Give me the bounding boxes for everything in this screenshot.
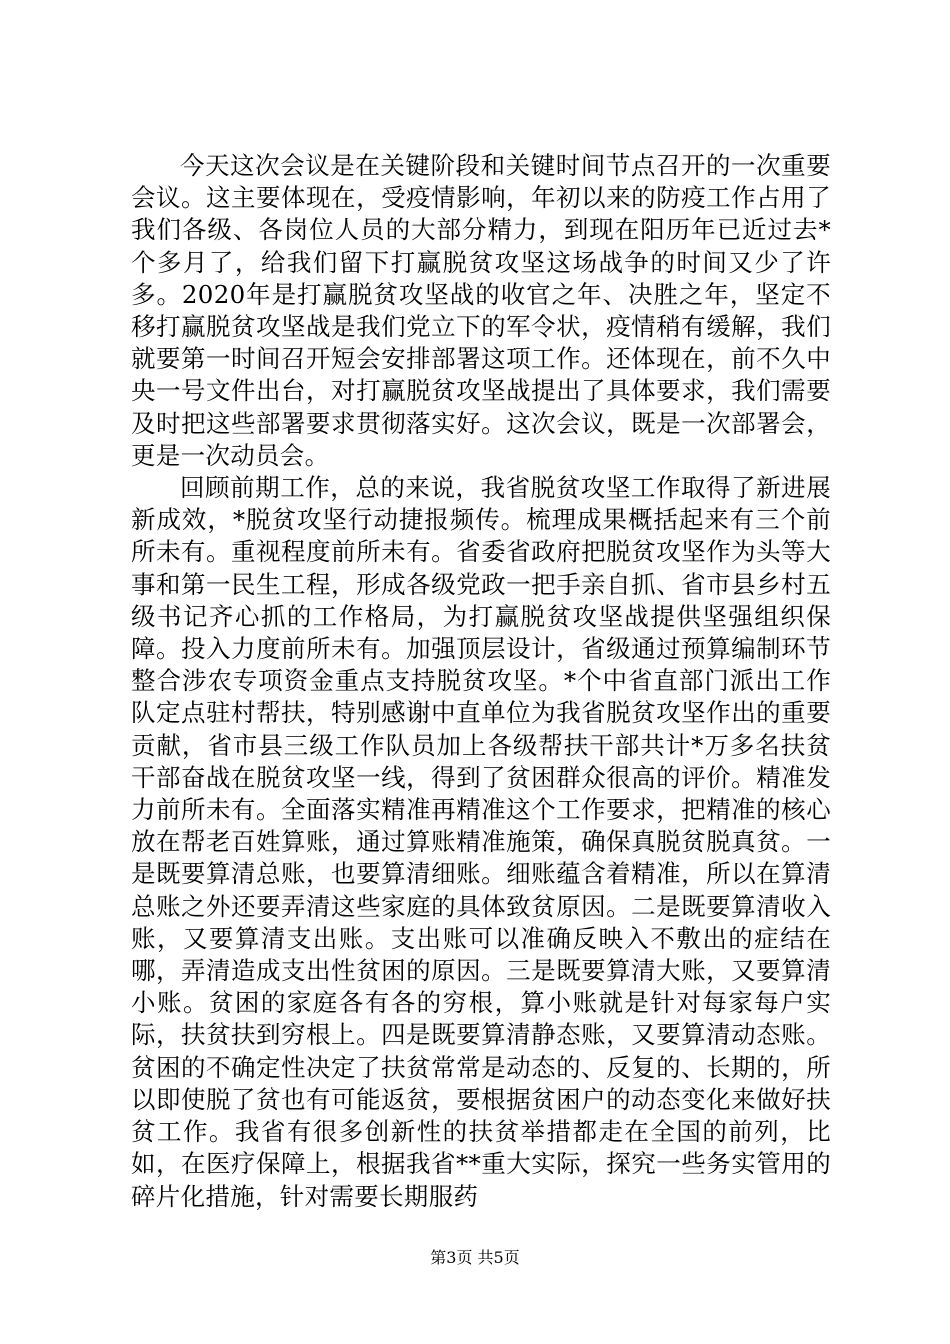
- document-body: [131, 150, 831, 1213]
- page-footer: 第3页 共5页: [430, 1248, 520, 1267]
- paragraph-2: 回顾前期工作，总的来说，我省脱贫攻坚工作取得了新进展新成效，*脱贫攻坚行动捷报频传。梳理成果概括起来有三个前所未有。重视程度前所未有。省委省政府把脱贫攻坚作为头等大事和第一民生工程，形成各级党政一把手亲自抓、省市县乡村五级书记齐心抓的工作格局，为打赢脱贫攻坚战提供坚强组织保障。投入力度前所未有。加强顶层设计，省级通过预算编制环节整合涉农专项资金重点支持脱贫攻坚。*个中省直部门派出工作队定点驻村帮扶，特别感谢中直单位为我省脱贫攻坚作出的重要贡献，省市县三级工作队员加上各级帮扶干部共计*万多名扶贫干部奋战在脱贫攻坚一线，得到了贫困群众很高的评价。精准发力前所未有。全面落实精准再精准这个工作要求，把精准的核心放在帮老百姓算账，通过算账精准施策，确保真脱贫脱真贫。一是既要算清总账，也要算清细账。细账蕴含着精准，所以在算清总账之外还要弄清这些家庭的具体致贫原因。二是既要算清收入账，又要算清支出账。支出账可以准确反映入不敷出的症结在哪，弄清造成支出性贫困的原因。三是既要算清大账，又要算清小账。贫困的家庭各有各的穷根，算小账就是针对每家每户实际，扶贫扶到穷根上。四是既要算清静态账，又要算清动态账。贫困的不确定性决定了扶贫常常是动态的、反复的、长期的，所以即使脱了贫也有可能返贫，要根据贫困户的动态变化来做好扶贫工作。我省有很多创新性的扶贫举措都走在全国的前列，比如，在医疗保障上，根据我省**重大实际，探究一些务实管用的碎片化措施，针对需要长期服药: [131, 473, 831, 1211]
- paragraph-1: 今天这次会议是在关键阶段和关键时间节点召开的一次重要会议。这主要体现在，受疫情影响，年初以来的防疫工作占用了我们各级、各岗位人员的大部分精力，到现在阳历年已近过去*个多月了，给我们留下打赢脱贫攻坚这场战争的时间又少了许多。2020年是打赢脱贫攻坚战的收官之年、决胜之年，坚定不移打赢脱贫攻坚战是我们党立下的军令状，疫情稍有缓解，我们就要第一时间召开短会安排部署这项工作。还体现在，前不久中央一号文件出台，对打赢脱贫攻坚战提出了具体要求，我们需要及时把这些部署要求贯彻落实好。这次会议，既是一次部署会，更是一次动员会。: [131, 151, 831, 470]
